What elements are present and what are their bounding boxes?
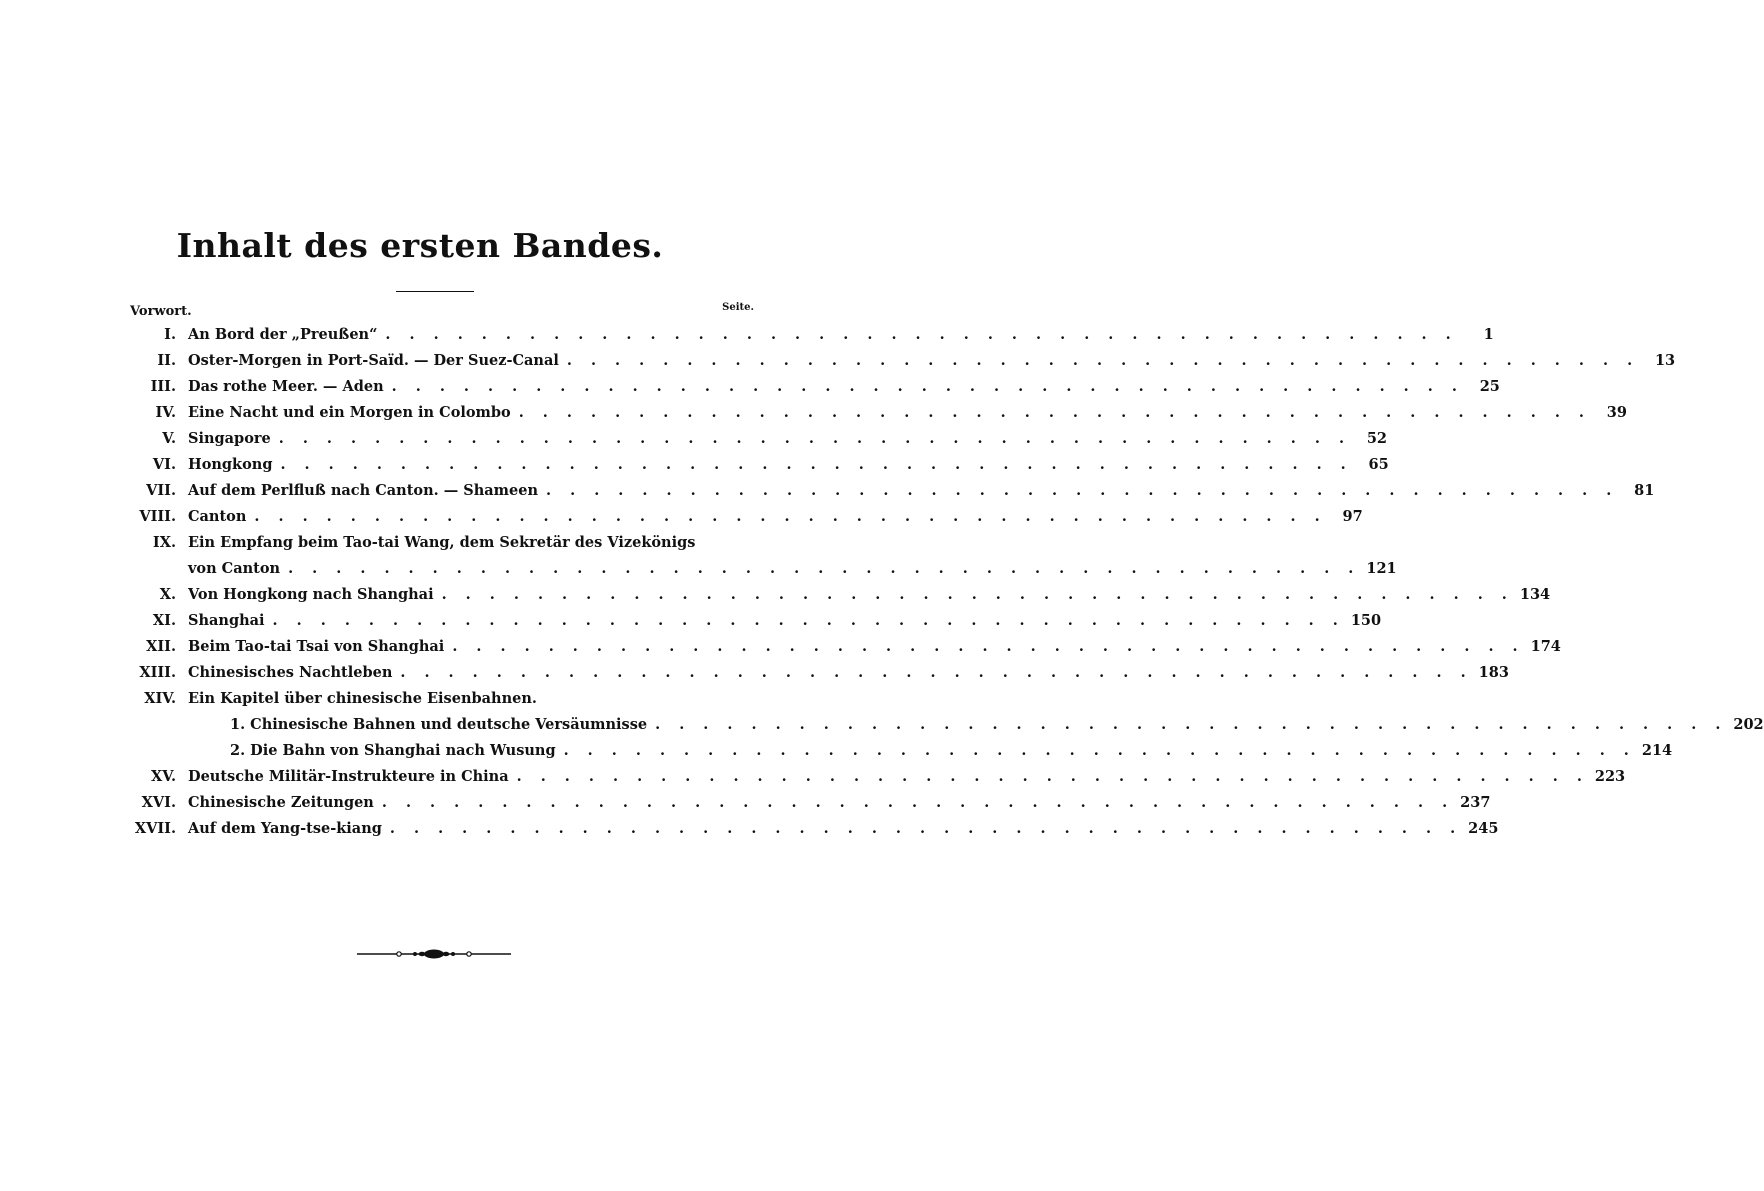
dot-leader: . . . . . . . . . . . . . . . . . . . . . . . . . . . . . . . . . . . . . . . . . . . . . [518,404,1591,421]
toc-entry [122,764,1626,790]
chapter-title: 1. Chinesische Bahnen und deutsche Versäumnisse [230,716,648,733]
preface-label: Vorwort. [130,304,192,319]
page-number: 52 [1366,430,1388,447]
page-number: 183 [1478,664,1509,681]
page-number: 174 [1530,638,1561,655]
dot-leader: . . . . . . . . . . . . . . . . . . . . . . . . . . . . . . . . . . . . . . . . . . . . . [563,742,1636,759]
chapter-title: Das rothe Meer. — Aden [188,378,384,395]
toc-entry [122,790,1491,816]
chapter-number: II. [157,352,176,369]
chapter-number: VIII. [139,508,176,525]
entry-body [188,686,754,712]
entry-body [188,790,1491,816]
page-number: 13 [1654,352,1676,369]
chapter-number: I. [164,326,176,343]
toc-entry [122,400,1627,426]
dot-leader: . . . . . . . . . . . . . . . . . . . . . . . . . . . . . . . . . . . . . . . . . . . . . [516,768,1589,785]
page-number: 97 [1342,508,1363,525]
dot-leader: . . . . . . . . . . . . . . . . . . . . . . . . . . . . . . . . . . . . . . . . . . . . . [546,482,1619,499]
dot-leader: . . . . . . . . . . . . . . . . . . . . . . . . . . . . . . . . . . . . . . . . . . . . . [655,716,1728,733]
toc-entry [122,556,1397,582]
toc-entry [122,426,1388,452]
toc-entry [122,504,1363,530]
page-number: 237 [1460,794,1491,811]
entry-body [188,504,1363,530]
chapter-number: XIII. [139,664,176,681]
chapter-number: VI. [152,456,176,473]
page-number: 65 [1368,456,1389,473]
entry-body [188,322,1494,348]
toc-entry [122,816,1499,842]
chapter-number: III. [150,378,176,395]
entry-body [188,426,1388,452]
entry-body [188,400,1627,426]
toc-entry [122,348,1676,374]
toc-entry [122,582,1551,608]
dot-leader: . . . . . . . . . . . . . . . . . . . . . . . . . . . . . . . . . . . . . . . . . . . . . [566,352,1640,369]
entry-body [188,582,1551,608]
chapter-number: X. [159,586,176,603]
toc-entry [122,738,1673,764]
toc-entry [122,530,754,556]
chapter-title: Chinesische Zeitungen [188,794,374,811]
dot-leader: . . . . . . . . . . . . . . . . . . . . . . . . . . . . . . . . . . . . . . . . . . . . . [391,378,1464,395]
entry-body [188,374,1500,400]
title-divider [396,291,474,292]
page-number: 81 [1634,482,1655,499]
table-of-contents [122,322,1764,842]
decorative-ornament [357,944,511,964]
page-number: 214 [1641,742,1673,759]
chapter-title: Singapore [188,430,271,447]
dot-leader: . . . . . . . . . . . . . . . . . . . . . . . . . . . . . . . . . . . . . . . . . . . . . [389,820,1463,837]
page-number: 223 [1594,768,1626,785]
chapter-title: Eine Nacht und ein Morgen in Colombo [188,404,511,421]
chapter-number: VII. [146,482,176,499]
toc-entry [122,608,1382,634]
chapter-number: XII. [146,638,176,655]
page-column-label: Seite. [722,302,754,313]
page-number: 202 [1733,716,1764,733]
chapter-number: XIV. [144,690,176,707]
dot-leader: . . . . . . . . . . . . . . . . . . . . . . . . . . . . . . . . . . . . . . . . . . . . . [254,508,1327,525]
dot-leader: . . . . . . . . . . . . . . . . . . . . . . . . . . . . . . . . . . . . . . . . . . . . . [385,326,1458,343]
entry-body [188,556,1397,582]
dot-leader: . . . . . . . . . . . . . . . . . . . . . . . . . . . . . . . . . . . . . . . . . . . . . [288,560,1361,577]
chapter-title: Shanghai [188,612,265,629]
chapter-title: Auf dem Perlfluß nach Canton. — Shameen [188,482,539,499]
toc-entry [122,660,1509,686]
page-number: 150 [1350,612,1382,629]
chapter-number: XV. [150,768,176,785]
chapter-number: IX. [152,534,176,551]
page-number: 134 [1519,586,1551,603]
chapter-title: Ein Empfang beim Tao-tai Wang, dem Sekretär des Vizekönigs [188,534,696,551]
chapter-number: XVII. [134,820,176,837]
entry-body [188,764,1626,790]
chapter-title: Ein Kapitel über chinesische Eisenbahnen. [188,690,537,707]
chapter-title: Auf dem Yang-tse-kiang [188,820,382,837]
entry-body [188,608,1382,634]
chapter-title: 2. Die Bahn von Shanghai nach Wusung [230,742,556,759]
chapter-title: Oster-Morgen in Port-Saïd. — Der Suez-Canal [188,352,559,369]
chapter-number: IV. [155,404,176,421]
toc-entry [122,634,1561,660]
entry-body [188,478,1655,504]
entry-body [188,348,1676,374]
chapter-number: V. [162,430,176,447]
chapter-title: Von Hongkong nach Shanghai [188,586,434,603]
page-number: 121 [1366,560,1397,577]
toc-entry [122,322,1494,348]
toc-entry [122,478,1655,504]
dot-leader: . . . . . . . . . . . . . . . . . . . . . . . . . . . . . . . . . . . . . . . . . . . . . [280,456,1353,473]
entry-body [188,660,1509,686]
chapter-title: Deutsche Militär-Instrukteure in China [188,768,509,785]
chapter-title: Hongkong [188,456,273,473]
dot-leader: . . . . . . . . . . . . . . . . . . . . . . . . . . . . . . . . . . . . . . . . . . . . . [272,612,1345,629]
toc-entry [122,374,1500,400]
entry-body [188,816,1499,842]
toc-entry [122,452,1389,478]
page-number: 245 [1468,820,1499,837]
entry-body [230,738,1673,764]
page-title: Inhalt des ersten Bandes. [176,226,664,265]
dot-leader: . . . . . . . . . . . . . . . . . . . . . . . . . . . . . . . . . . . . . . . . . . . . . [400,664,1473,681]
chapter-title: von Canton [188,560,281,577]
toc-header [130,300,754,322]
entry-body [188,530,754,556]
dot-leader: . . . . . . . . . . . . . . . . . . . . . . . . . . . . . . . . . . . . . . . . . . . . . [452,638,1525,655]
chapter-title: Chinesisches Nachtleben [188,664,393,681]
page-number: 39 [1606,404,1627,421]
entry-body [188,452,1389,478]
entry-body [188,634,1561,660]
page-number: 25 [1479,378,1500,395]
entry-body [230,712,1764,738]
chapter-number: XVI. [141,794,176,811]
toc-entry [122,712,1764,738]
dot-leader: . . . . . . . . . . . . . . . . . . . . . . . . . . . . . . . . . . . . . . . . . . . . . [381,794,1455,811]
toc-entry [122,686,754,712]
page-number: 1 [1483,326,1494,343]
dot-leader: . . . . . . . . . . . . . . . . . . . . . . . . . . . . . . . . . . . . . . . . . . . . . [278,430,1352,447]
chapter-title: Beim Tao-tai Tsai von Shanghai [188,638,445,655]
dot-leader: . . . . . . . . . . . . . . . . . . . . . . . . . . . . . . . . . . . . . . . . . . . . . [441,586,1514,603]
chapter-title: Canton [188,508,247,525]
chapter-title: An Bord der „Preußen“ [188,326,378,343]
chapter-number: XI. [152,612,176,629]
